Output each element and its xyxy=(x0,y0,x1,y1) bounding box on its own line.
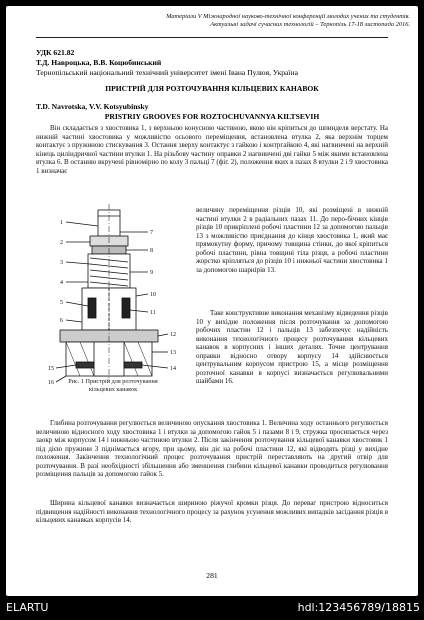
figure-label: 8 xyxy=(150,248,153,254)
figure-label: 14 xyxy=(170,366,176,372)
figure-caption-line-1: Рис. 1 Пристрій для розточування xyxy=(68,378,158,385)
paragraph-5: Ширина кільцевої канавки визначається шириною ріжучої кромки різця. До переваг пристрою відноситься підвищення надійності виконання технологічного процесу за рахунок усунення можливих випадків засідання різців в кільцевих канавках корпусів 14. xyxy=(36,499,388,524)
udk-code: УДК 621.82 xyxy=(36,48,75,57)
affiliation: Тернопільський національний технічний університет імені Івана Пулюя, Україна xyxy=(36,68,298,77)
repository-name: ELARTU xyxy=(6,601,49,614)
paragraph-1: Він складається з хвостовика 1, з верхньою конусною частиною, якою він кріпиться до шпинделя верстату. На нижній частині хвостовика у можливістю осьового переміщення, встановлена втулка 2, яка верхнім торцем контактує з пружиною стискування 3. Остання зверху контактує з гайкою і контргайкою 4, які нагвинчені на верхній кінець циліндричної частини втулки 1. На різьбову частину оправки 2 нагвинчені дві гайки 5 між якими встановлена втулка 6. В останню вкручені рівномірно по колу 3 пальці 7 (фіг. 2), положення яких в пазах 8 втулки 2 і 9 хвостовика 1 визначає xyxy=(36,124,388,175)
figure-label: 2 xyxy=(60,240,63,246)
figure-caption xyxy=(38,378,188,393)
figure-label: 1 xyxy=(60,220,63,226)
figure-caption-line-2: кільцевих канавок xyxy=(88,385,138,393)
handle-identifier: hdl:123456789/18815 xyxy=(297,601,420,614)
running-head-line-1: Матеріали V Міжнародної науково-технічної конференції молодих учених та студентів. xyxy=(166,13,410,20)
paragraph-2: величину переміщення різців 10, які розміщені в нижній частині втулки 2 в радіальних пазах 11. До перо-бічних кінців різців 10 прикріплені робочі пластини 12 за допомогою пальців 13 з можливістю приєднання до кінця хвостовика 1, який має прямокутну форму, причому товщина стінки, до якої кріпиться робочі пластини, рівна товщині тіла різця, а робочі пластини жорстко кріпляться до різців 10 і нижньої частини хвостовика 1 за допомогою шарнірів 13. xyxy=(196,206,388,274)
figure-label: 16 xyxy=(48,380,54,386)
paragraph-3: Таке конструктивне виконання механізму відведення різців 10 у вихідне положення після розточування за допомогою робочих пластин 12 і пальців 13 забезпечує надійність виконання технологічного процесу розточування кільцевих канавок в корпусних і інших деталях. Точне центрування оправки відносно отвору корпусу 14 здійснюється центрувальним корпусом пристрою 15, а місце розміщення розточної канавки в корпусі визначається регулювальними шайбами 16. xyxy=(196,309,388,385)
header-rule xyxy=(36,37,388,38)
figure-label: 13 xyxy=(170,350,176,356)
authors-en: T.D. Navrotska, V.V. Kotsyubinsky xyxy=(36,102,149,111)
page-number: 281 xyxy=(206,571,218,580)
title-en: PRISTRIY GROOVES FOR ROZTOCHUVANNYA KILTSEVIH xyxy=(104,112,320,121)
running-head-line-2: Актуальні задачі сучасних технологій – Тернопіль 17-18 листопада 2016. xyxy=(210,21,410,28)
authors-ua: Т.Д. Навроцька, В.В. Коцюбинський xyxy=(36,58,162,67)
running-head xyxy=(12,13,410,29)
figure-label: 4 xyxy=(60,280,63,286)
figure-label: 5 xyxy=(60,300,63,306)
figure-label: 9 xyxy=(150,270,153,276)
figure-label: 7 xyxy=(150,230,153,236)
figure-label: 10 xyxy=(150,292,156,298)
figure-label: 11 xyxy=(150,310,156,316)
paragraph-4: Глибина розточування регулюється величиною опускання хвостовика 1. Величина ходу останнього регулюється величиною відносного ходу хвостовика 1 і втулки за допомогою гайок 5 і пазами 8 і 9, стружка просипається через заокр між корпусом 14 і нижньою частиною втулки 2. Після закінчення розточування кільцевої канавки хвостовик 1 під дією пружини 3 піднімається вгору, при цьому, він діє на робочі пластини 12, які відводять різці у вихідне положення. Закінчення технологічний процес розточування пристрій переставляють на другий отвір для розточування. В разі необхідності збільшення або зменшення глибини кільцевої канавки проводиться регулювання розміщення пальців за допомогою гайок 5. xyxy=(36,419,388,478)
title-ua: ПРИСТРІЙ ДЛЯ РОЗТОЧУВАННЯ КІЛЬЦЕВИХ КАНАВОК xyxy=(105,84,319,93)
figure-label: 12 xyxy=(170,332,176,338)
document-page xyxy=(6,6,418,596)
figure-label: 3 xyxy=(60,260,63,266)
figure-label: 15 xyxy=(48,366,54,372)
figure-label: 6 xyxy=(60,318,63,324)
